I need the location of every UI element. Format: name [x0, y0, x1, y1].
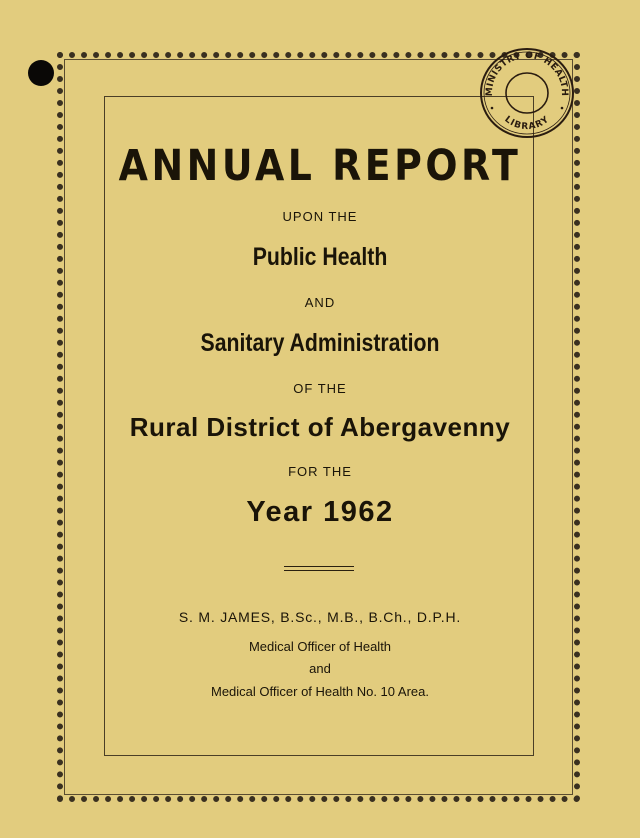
divider-rule-top	[284, 566, 354, 567]
author-role-1: Medical Officer of Health	[248, 639, 392, 654]
svg-text:LIBRARY	[502, 115, 551, 133]
conjunction-and: AND	[304, 295, 336, 310]
author-name: S. M. JAMES, B.Sc., M.B., B.Ch., D.P.H.	[178, 609, 462, 625]
for-the: FOR THE	[288, 464, 352, 479]
divider-rule-bottom	[284, 570, 354, 571]
stamp-bottom-text: LIBRARY	[502, 114, 552, 133]
library-stamp	[478, 46, 576, 140]
author-and: and	[309, 661, 331, 676]
of-the: OF THE	[293, 381, 347, 396]
subject-sanitary-administration: Sanitary Administration	[200, 329, 440, 357]
punch-hole	[28, 60, 54, 86]
report-year: Year 1962	[246, 496, 394, 528]
district-name: Rural District of Abergavenny	[129, 412, 511, 442]
author-role-2: Medical Officer of Health No. 10 Area.	[211, 684, 429, 699]
subject-public-health: Public Health	[252, 243, 388, 271]
stamp-top-text: MINISTRY OF HEALTH	[484, 50, 570, 97]
report-title: ANNUAL REPORT	[118, 141, 522, 191]
upon-the: UPON THE	[282, 209, 358, 224]
